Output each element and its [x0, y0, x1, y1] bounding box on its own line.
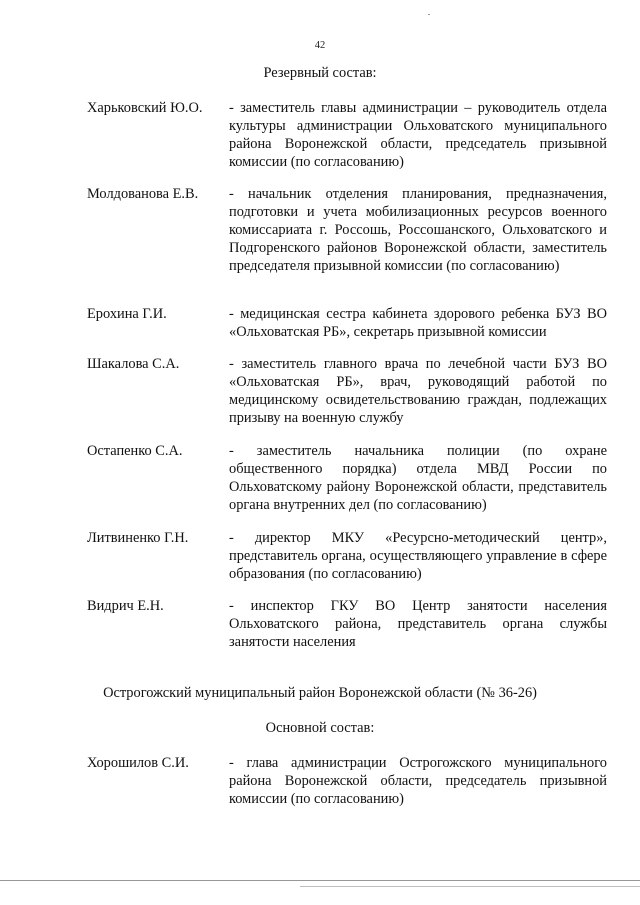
page-number: 42: [314, 40, 326, 51]
member-name: Ерохина Г.И.: [87, 306, 167, 322]
member-name: Молдованова Е.В.: [87, 186, 199, 202]
member-description: - начальник отделения планирования, предназначения, подготовки и учета мобилизационных ресурсов военного комиссариата г. Россошь, Россошанского, Ольховатского и Подгоренского районов Воронежской области, заместитель председателя призывной комиссии (по согласованию): [229, 186, 607, 274]
member-description: - глава администрации Острогожского муниципального района Воронежской области, председатель призывной комиссии (по согласованию): [229, 755, 607, 807]
member-description: - заместитель главы администрации – руководитель отдела культуры администрации Ольховатского муниципального района Воронежской области, председатель призывной комиссии (по согласованию): [229, 100, 607, 170]
reserve-composition-heading: Резервный состав:: [263, 65, 377, 81]
member-name: Хорошилов С.И.: [87, 755, 189, 771]
member-name: Видрич Е.Н.: [87, 598, 164, 614]
main-composition-heading: Основной состав:: [265, 720, 375, 736]
scan-edge-line: [300, 886, 640, 887]
district-heading: Острогожский муниципальный район Воронежской области (№ 36-26): [103, 685, 537, 701]
scan-artifact-dot: [428, 14, 430, 15]
member-name: Харьковский Ю.О.: [87, 100, 203, 116]
member-description: - медицинская сестра кабинета здорового ребенка БУЗ ВО «Ольховатская РБ», секретарь призывной комиссии: [229, 306, 607, 340]
member-name: Литвиненко Г.Н.: [87, 530, 189, 546]
member-description: - инспектор ГКУ ВО Центр занятости населения Ольховатского района, представитель органа службы занятости населения: [229, 598, 607, 650]
member-name: Остапенко С.А.: [87, 443, 183, 459]
member-name: Шакалова С.А.: [87, 356, 180, 372]
member-description: - заместитель начальника полиции (по охране общественного порядка) отдела МВД России по Ольховатскому району Воронежской области, представитель органа внутренних дел (по согласованию): [229, 443, 607, 513]
member-description: - директор МКУ «Ресурсно-методический центр», представитель органа, осуществляющего управление в сфере образования (по согласованию): [229, 530, 607, 582]
scan-edge-line: [0, 880, 640, 881]
member-description: - заместитель главного врача по лечебной части БУЗ ВО «Ольховатская РБ», врач, руководящий работой по медицинскому освидетельствованию граждан, подлежащих призыву на военную службу: [229, 356, 607, 426]
